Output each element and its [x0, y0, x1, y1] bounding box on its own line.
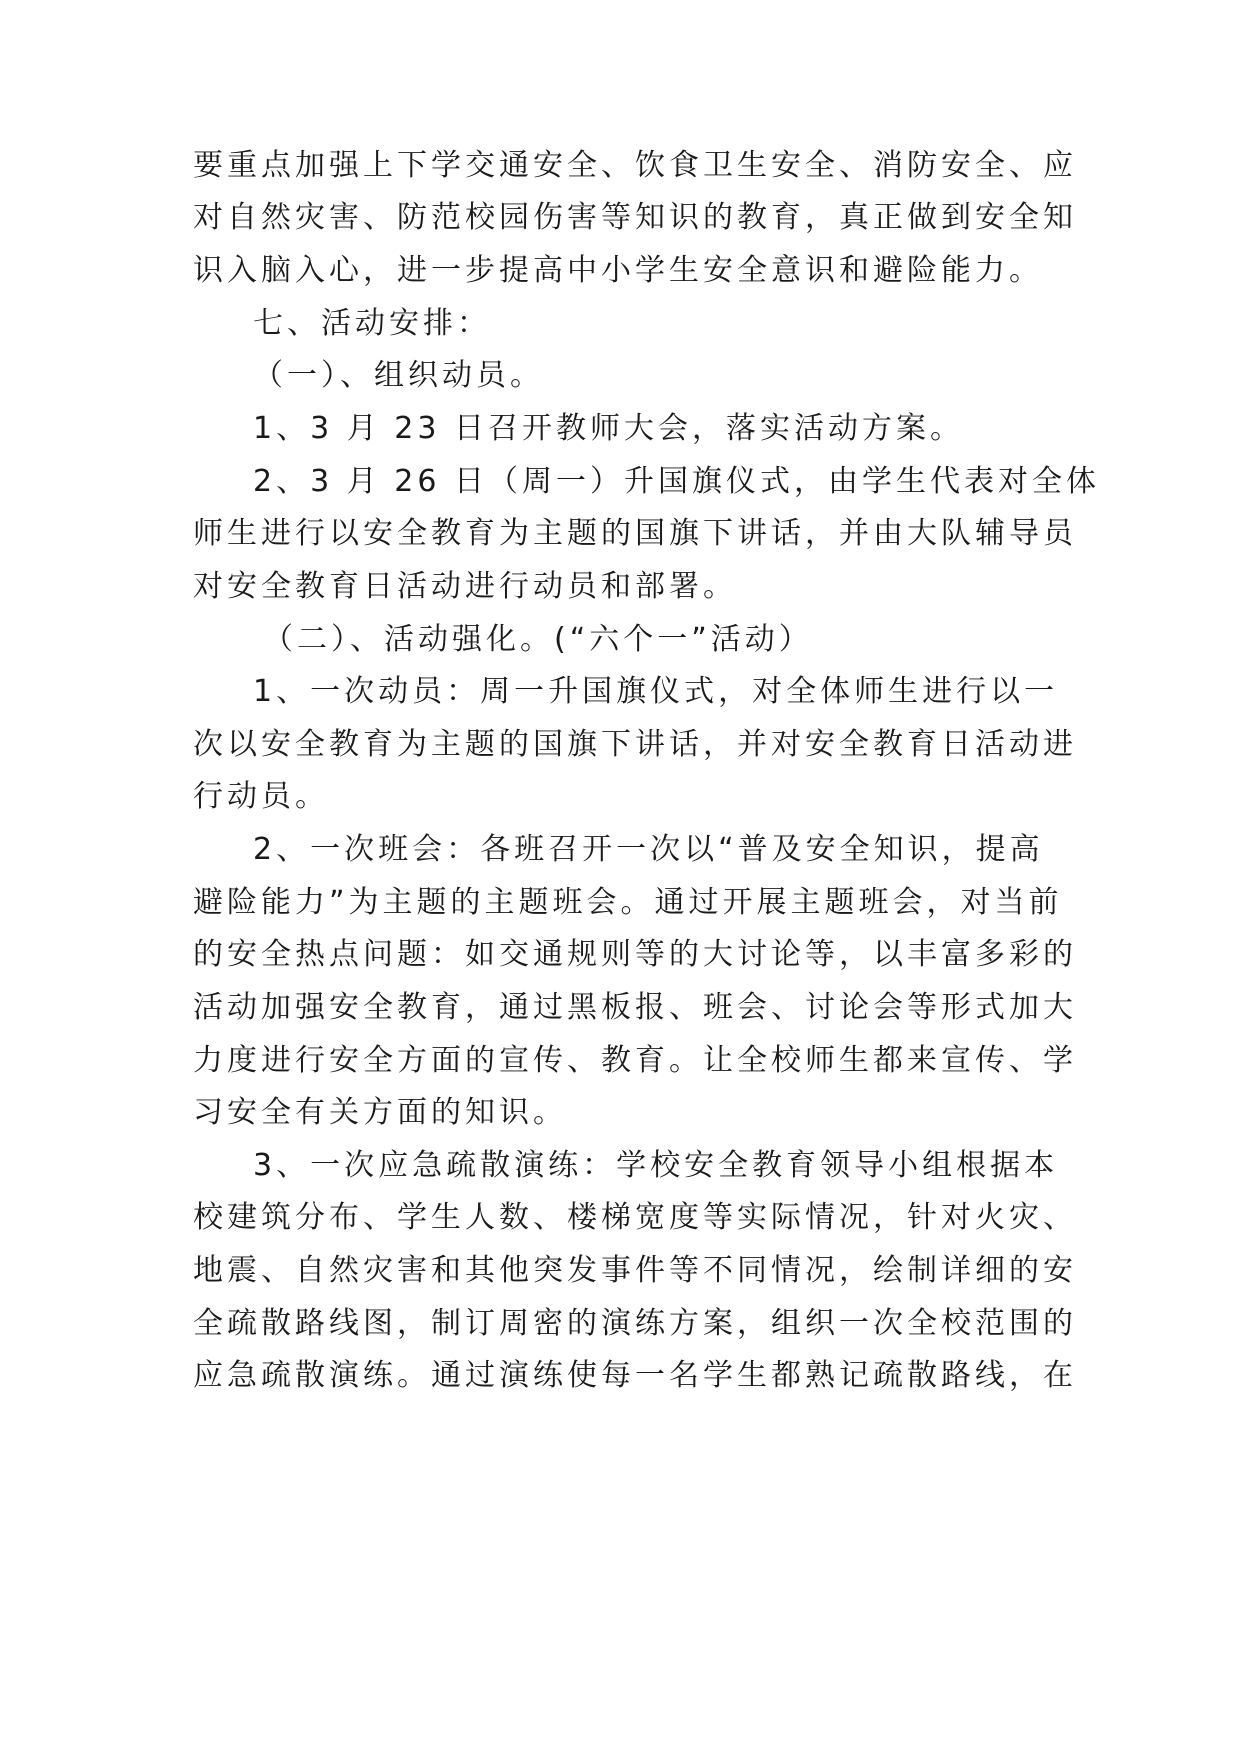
text-line: 力度进行安全方面的宣传、教育。让全校师生都来宣传、学	[193, 1043, 1077, 1078]
text-line: 1、3 月 23 日召开教师大会，落实活动方案。	[253, 411, 964, 446]
text-line: 活动加强安全教育，通过黑板报、班会、讨论会等形式加大	[193, 990, 1077, 1025]
text-line: 全疏散路线图，制订周密的演练方案，组织一次全校范围的	[193, 1306, 1077, 1341]
text-line: 识入脑入心，进一步提高中小学生安全意识和避险能力。	[193, 253, 1043, 288]
text-line: 对安全教育日活动进行动员和部署。	[193, 569, 737, 604]
text-line: 校建筑分布、学生人数、楼梯宽度等实际情况，针对火灾、	[193, 1200, 1077, 1235]
text-line: 应急疏散演练。通过演练使每一名学生都熟记疏散路线，在	[193, 1358, 1077, 1393]
text-line: 2、3 月 26 日（周一）升国旗仪式，由学生代表对全体	[253, 464, 1100, 499]
text-line: 师生进行以安全教育为主题的国旗下讲话，并由大队辅导员	[193, 516, 1077, 551]
text-line: 地震、自然灾害和其他突发事件等不同情况，绘制详细的安	[193, 1253, 1077, 1288]
text-line: 避险能力”为主题的主题班会。通过开展主题班会，对当前	[193, 885, 1063, 920]
subsection-heading: （一）、组织动员。	[253, 358, 544, 393]
text-line: 习安全有关方面的知识。	[193, 1095, 567, 1130]
text-line: 对自然灾害、防范校园伤害等知识的教育，真正做到安全知	[193, 200, 1077, 235]
text-line: 1、一次动员：周一升国旗仪式，对全体师生进行以一	[253, 674, 1059, 709]
text-line: 行动员。	[193, 779, 329, 814]
section-heading: 七、活动安排：	[253, 306, 491, 341]
text-line: 要重点加强上下学交通安全、饮食卫生安全、消防安全、应	[193, 148, 1077, 183]
text-line: 的安全热点问题：如交通规则等的大讨论等，以丰富多彩的	[193, 937, 1077, 972]
text-line: 3、一次应急疏散演练：学校安全教育领导小组根据本	[253, 1148, 1059, 1183]
text-line: 2、一次班会：各班召开一次以“普及安全知识，提高	[253, 832, 1044, 867]
subsection-heading: （二）、活动强化。(“六个一”活动）	[263, 622, 813, 657]
text-line: 次以安全教育为主题的国旗下讲话，并对安全教育日活动进	[193, 727, 1077, 762]
